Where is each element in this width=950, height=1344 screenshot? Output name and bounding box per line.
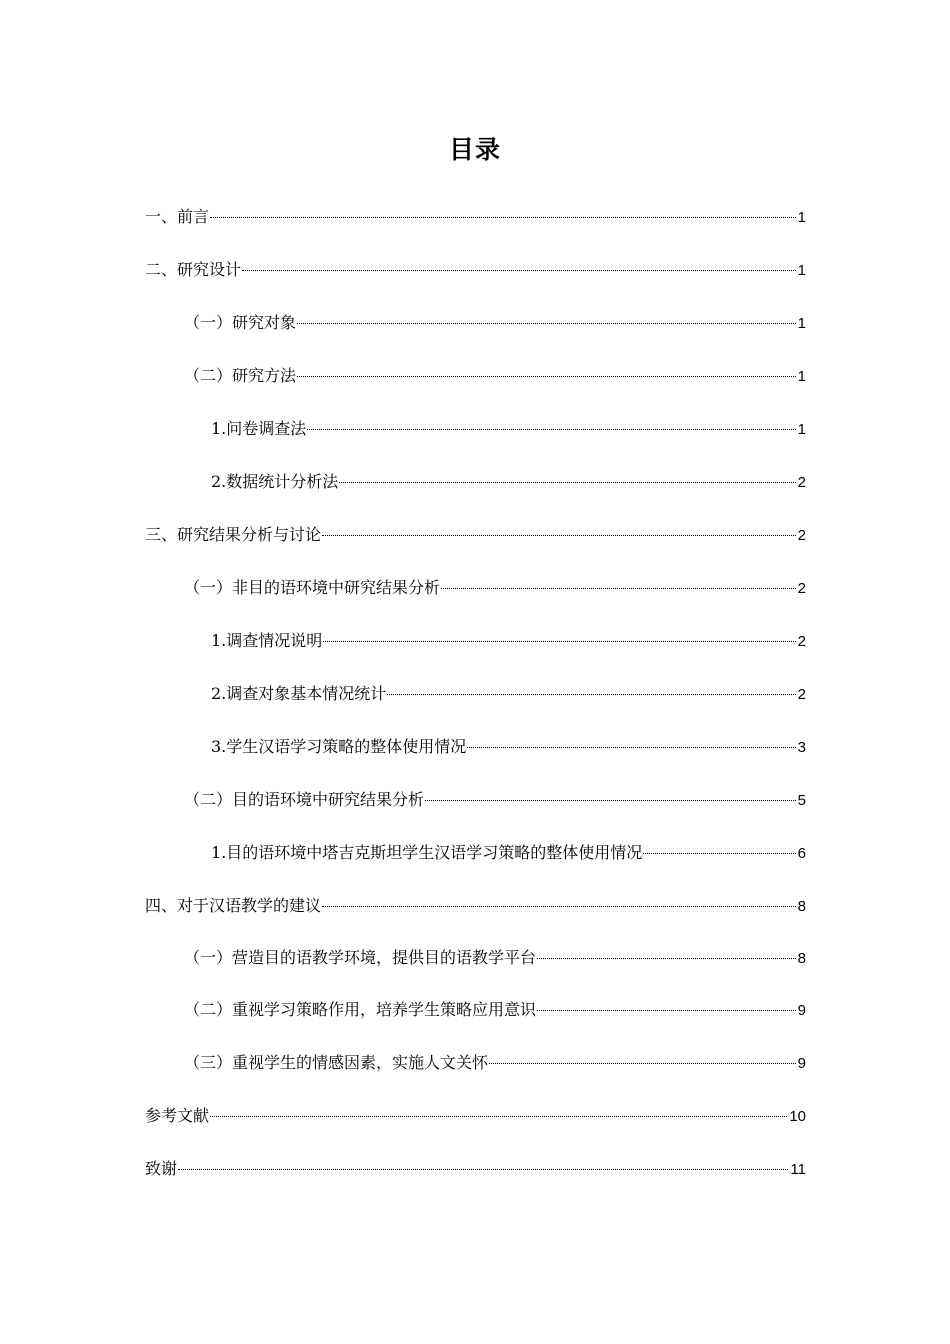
toc-entry[interactable] [211,681,806,707]
toc-entry-label: 三、研究结果分析与讨论 [145,525,322,544]
toc-page-number: 2 [797,580,806,597]
toc-entry[interactable] [184,787,806,813]
toc-entry-label: 3.学生汉语学习策略的整体使用情况 [211,737,467,756]
dot-leader [322,535,796,536]
dot-leader [467,747,795,748]
toc-page-number: 2 [797,474,806,491]
toc-entry[interactable] [184,1050,806,1076]
toc-entry-label: 参考文献 [145,1106,210,1125]
toc-page-number: 6 [797,845,806,862]
toc-page-number: 5 [797,792,806,809]
dot-leader [489,1063,796,1064]
toc-entry[interactable] [184,997,806,1023]
dot-leader [441,588,796,589]
toc-entry[interactable] [145,204,806,230]
toc-page-number: 3 [797,739,806,756]
toc-entry[interactable] [184,310,806,336]
toc-entry-label: 2.数据统计分析法 [211,472,339,491]
dot-leader [210,1116,787,1117]
toc-entry-label: （一）研究对象 [184,313,297,332]
dot-leader [210,217,796,218]
toc-entry[interactable] [184,575,806,601]
dot-leader [297,376,796,377]
toc-entry[interactable] [211,416,806,442]
toc-page-number: 2 [797,686,806,703]
dot-leader [339,482,795,483]
dot-leader [537,1010,796,1011]
toc-entry[interactable] [211,734,806,760]
toc-entry-label: （二）目的语环境中研究结果分析 [184,790,425,809]
dot-leader [323,641,795,642]
dot-leader [537,958,796,959]
toc-entry-label: （一）营造目的语教学环境，提供目的语教学平台 [184,948,537,967]
toc-entry[interactable] [211,840,806,866]
toc-page-number: 11 [790,1161,806,1178]
toc-entry-label: 致谢 [145,1159,178,1178]
toc-entry-label: 2.调查对象基本情况统计 [211,684,387,703]
toc-page-number: 8 [797,950,806,967]
dot-leader [322,906,796,907]
toc-entry-label: （一）非目的语环境中研究结果分析 [184,578,441,597]
toc-entry[interactable] [211,469,806,495]
toc-entry[interactable] [145,1156,806,1182]
toc-page-number: 1 [797,368,806,385]
toc-entry-label: 1.调查情况说明 [211,631,323,650]
toc-entry-label: 1.问卷调查法 [211,419,307,438]
dot-leader [387,694,795,695]
toc-page-number: 2 [797,633,806,650]
toc-entry-label: （二）研究方法 [184,366,297,385]
toc-entry-label: 一、前言 [145,207,210,226]
dot-leader [242,270,796,271]
dot-leader [307,429,795,430]
toc-page-number: 1 [797,209,806,226]
dot-leader [643,853,795,854]
toc-entry[interactable] [184,363,806,389]
toc-entry[interactable] [145,1103,806,1129]
toc-entry-label: （二）重视学习策略作用，培养学生策略应用意识 [184,1000,537,1019]
toc-page-number: 1 [797,421,806,438]
toc-entry[interactable] [145,257,806,283]
toc-page-number: 1 [797,262,806,279]
toc-entry[interactable] [145,893,806,919]
page-title: 目录 [448,135,501,164]
toc-entry-label: （三）重视学生的情感因素，实施人文关怀 [184,1053,489,1072]
toc-entry-label: 1.目的语环境中塔吉克斯坦学生汉语学习策略的整体使用情况 [211,843,643,862]
toc-page-number: 8 [797,898,806,915]
toc-entry-label: 二、研究设计 [145,260,242,279]
toc-entry-label: 四、对于汉语教学的建议 [145,896,322,915]
dot-leader [425,800,796,801]
dot-leader [178,1169,788,1170]
toc-entry[interactable] [145,522,806,548]
toc-page-number: 2 [797,527,806,544]
dot-leader [297,323,796,324]
toc-page-number: 1 [797,315,806,332]
toc-page-number: 9 [797,1002,806,1019]
toc-page-number: 9 [797,1055,806,1072]
toc-entry[interactable] [211,628,806,654]
toc-page-number: 10 [789,1108,806,1125]
toc-entry[interactable] [184,945,806,971]
